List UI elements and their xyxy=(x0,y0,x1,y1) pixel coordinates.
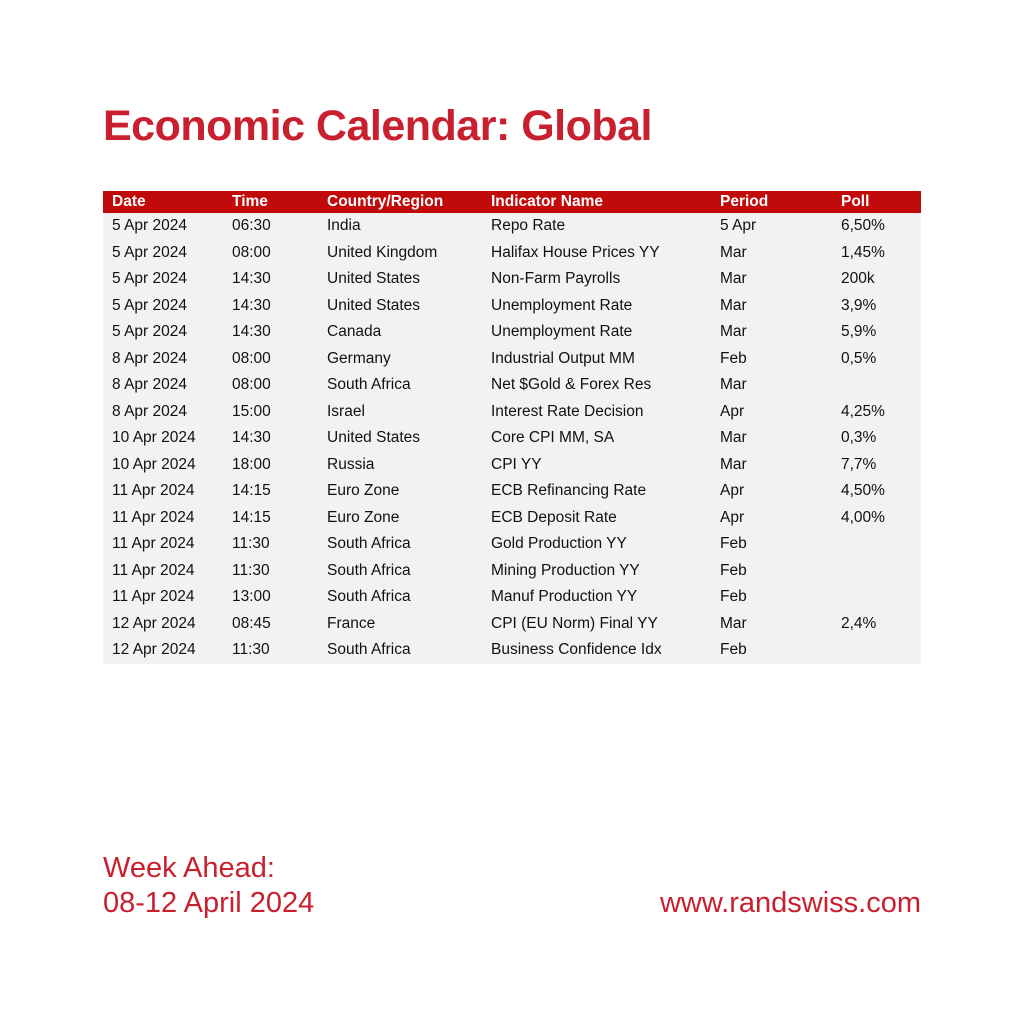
table-row xyxy=(103,505,921,532)
cell-period: Apr xyxy=(720,402,745,420)
cell-period: Mar xyxy=(720,323,747,340)
cell-time: 13:00 xyxy=(232,588,271,605)
table-row xyxy=(103,240,921,267)
cell-time: 14:15 xyxy=(232,482,271,499)
cell-poll xyxy=(832,584,921,611)
column-header-poll: Poll xyxy=(841,193,870,210)
cell-poll: 2,4% xyxy=(841,614,877,632)
cell-date: 5 Apr 2024 xyxy=(112,323,187,340)
cell-date: 10 Apr 2024 xyxy=(112,455,196,473)
cell-poll: 4,25% xyxy=(841,402,885,420)
cell-period: Mar xyxy=(720,614,747,632)
cell-period: Feb xyxy=(720,561,747,579)
cell-country-region: South Africa xyxy=(327,641,411,658)
cell-date: 12 Apr 2024 xyxy=(112,641,196,658)
cell-indicator-name: Net $Gold & Forex Res xyxy=(491,376,652,393)
cell-time: 08:00 xyxy=(232,243,271,261)
cell-time: 08:00 xyxy=(232,376,271,393)
cell-period: Mar xyxy=(720,270,747,287)
table-header-row xyxy=(103,191,921,213)
cell-country-region: Euro Zone xyxy=(327,508,400,526)
cell-date: 11 Apr 2024 xyxy=(112,482,195,499)
cell-poll: 3,9% xyxy=(841,296,877,314)
cell-country-region: Israel xyxy=(327,402,365,420)
cell-date: 5 Apr 2024 xyxy=(112,217,187,234)
cell-period: Mar xyxy=(720,243,747,261)
cell-period: Mar xyxy=(720,455,747,473)
table-row xyxy=(103,584,921,611)
table-row xyxy=(103,611,921,638)
table-row xyxy=(103,452,921,479)
cell-country-region: France xyxy=(327,614,376,632)
cell-poll: 1,45% xyxy=(841,243,885,261)
column-header-time: Time xyxy=(232,193,268,210)
website-url: www.randswiss.com xyxy=(659,887,921,919)
column-header-country-region: Country/Region xyxy=(327,193,444,210)
cell-time: 14:30 xyxy=(232,296,271,314)
cell-time: 06:30 xyxy=(232,217,271,234)
week-ahead-label xyxy=(103,851,314,921)
cell-indicator-name: Manuf Production YY xyxy=(491,588,638,605)
economic-calendar-table xyxy=(103,191,921,664)
cell-indicator-name: Gold Production YY xyxy=(491,535,627,552)
cell-poll xyxy=(832,531,921,558)
cell-indicator-name: Non-Farm Payrolls xyxy=(491,270,621,287)
table-row xyxy=(103,425,921,452)
cell-date: 11 Apr 2024 xyxy=(112,561,195,579)
cell-country-region: Germany xyxy=(327,349,391,367)
column-header-date: Date xyxy=(112,193,146,210)
cell-country-region: Euro Zone xyxy=(327,482,400,499)
cell-poll: 200k xyxy=(841,270,875,287)
page-title: Economic Calendar: Global xyxy=(103,102,652,150)
cell-indicator-name: Core CPI MM, SA xyxy=(491,429,615,446)
column-header-indicator-name: Indicator Name xyxy=(491,193,603,210)
cell-date: 11 Apr 2024 xyxy=(112,588,195,605)
calendar-table xyxy=(103,191,921,664)
cell-country-region: South Africa xyxy=(327,561,411,579)
cell-period: Feb xyxy=(720,641,747,658)
cell-period: Feb xyxy=(720,588,747,605)
cell-country-region: United States xyxy=(327,429,421,446)
cell-period: Apr xyxy=(720,508,745,526)
cell-period: 5 Apr xyxy=(720,217,757,234)
table-row xyxy=(103,319,921,346)
cell-country-region: South Africa xyxy=(327,535,411,552)
cell-date: 8 Apr 2024 xyxy=(112,349,187,367)
cell-time: 18:00 xyxy=(232,455,271,473)
cell-indicator-name: Halifax House Prices YY xyxy=(491,243,660,261)
cell-indicator-name: ECB Refinancing Rate xyxy=(491,482,647,499)
cell-time: 14:30 xyxy=(232,270,271,287)
table-row xyxy=(103,293,921,320)
cell-poll xyxy=(832,372,921,399)
cell-time: 11:30 xyxy=(232,535,270,552)
table-row xyxy=(103,558,921,585)
table-row xyxy=(103,478,921,505)
cell-period: Mar xyxy=(720,429,747,446)
cell-date: 8 Apr 2024 xyxy=(112,376,187,393)
cell-country-region: United Kingdom xyxy=(327,243,438,261)
cell-time: 11:30 xyxy=(232,561,270,579)
cell-country-region: United States xyxy=(327,296,421,314)
cell-date: 5 Apr 2024 xyxy=(112,270,187,287)
cell-poll: 6,50% xyxy=(841,217,885,234)
cell-poll: 4,00% xyxy=(841,508,885,526)
cell-poll: 0,3% xyxy=(841,429,877,446)
cell-poll: 7,7% xyxy=(841,455,877,473)
cell-indicator-name: Interest Rate Decision xyxy=(491,402,644,420)
cell-indicator-name: CPI (EU Norm) Final YY xyxy=(491,614,658,632)
week-ahead-dates: 08-12 April 2024 xyxy=(103,887,315,919)
cell-indicator-name: Unemployment Rate xyxy=(491,323,633,340)
cell-time: 14:30 xyxy=(232,323,271,340)
cell-indicator-name: ECB Deposit Rate xyxy=(491,508,617,526)
cell-poll: 5,9% xyxy=(841,323,877,340)
cell-date: 12 Apr 2024 xyxy=(112,614,196,632)
table-row xyxy=(103,399,921,426)
cell-date: 5 Apr 2024 xyxy=(112,296,187,314)
cell-period: Mar xyxy=(720,376,747,393)
cell-time: 14:30 xyxy=(232,429,271,446)
table-row xyxy=(103,531,921,558)
cell-date: 10 Apr 2024 xyxy=(112,429,196,446)
table-row xyxy=(103,372,921,399)
cell-poll xyxy=(832,558,921,585)
cell-poll: 4,50% xyxy=(841,482,885,499)
cell-period: Feb xyxy=(720,349,747,367)
cell-indicator-name: Repo Rate xyxy=(491,217,566,234)
cell-country-region: United States xyxy=(327,270,421,287)
table-row xyxy=(103,346,921,373)
cell-poll xyxy=(832,637,921,664)
cell-date: 5 Apr 2024 xyxy=(112,243,187,261)
cell-indicator-name: Business Confidence Idx xyxy=(491,641,662,658)
cell-country-region: South Africa xyxy=(327,376,411,393)
cell-country-region: Canada xyxy=(327,323,382,340)
cell-indicator-name: Industrial Output MM xyxy=(491,349,635,367)
table-row xyxy=(103,637,921,664)
cell-country-region: South Africa xyxy=(327,588,411,605)
cell-period: Mar xyxy=(720,296,747,314)
week-ahead-heading: Week Ahead: xyxy=(103,852,275,884)
cell-country-region: India xyxy=(327,217,361,234)
cell-time: 14:15 xyxy=(232,508,271,526)
cell-date: 11 Apr 2024 xyxy=(112,535,195,552)
table-row xyxy=(103,213,921,240)
cell-date: 8 Apr 2024 xyxy=(112,402,187,420)
cell-date: 11 Apr 2024 xyxy=(112,508,195,526)
cell-indicator-name: Unemployment Rate xyxy=(491,296,633,314)
cell-country-region: Russia xyxy=(327,455,375,473)
cell-period: Apr xyxy=(720,482,745,499)
cell-time: 08:45 xyxy=(232,614,271,632)
cell-indicator-name: CPI YY xyxy=(491,455,542,473)
cell-time: 15:00 xyxy=(232,402,271,420)
column-header-period: Period xyxy=(720,193,769,210)
table-row xyxy=(103,266,921,293)
cell-indicator-name: Mining Production YY xyxy=(491,561,640,579)
table-header xyxy=(103,191,921,213)
cell-poll: 0,5% xyxy=(841,349,877,367)
table-body xyxy=(103,213,921,664)
cell-period: Feb xyxy=(720,535,747,552)
cell-time: 08:00 xyxy=(232,349,271,367)
cell-time: 11:30 xyxy=(232,641,270,658)
